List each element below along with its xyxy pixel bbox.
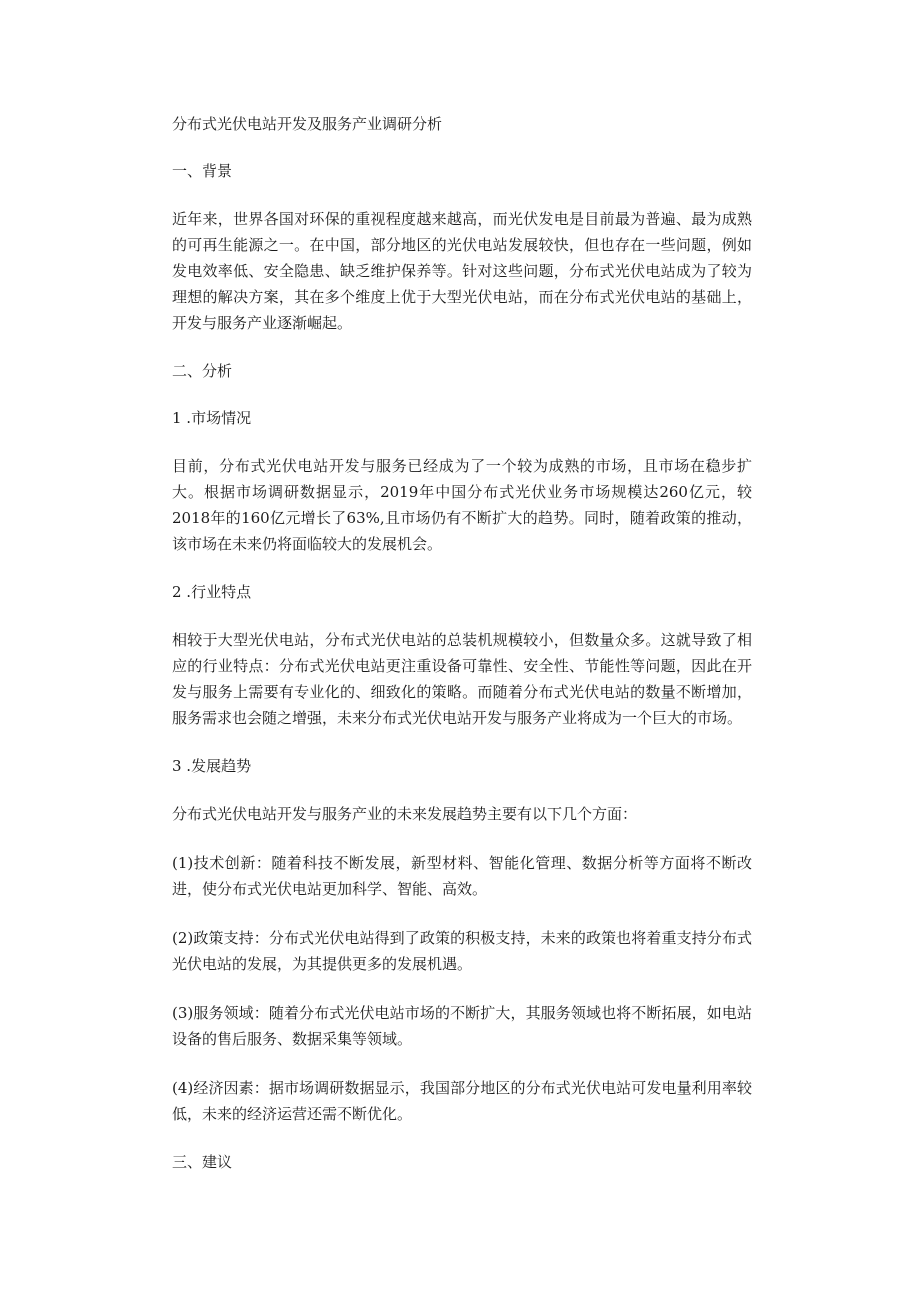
document-page xyxy=(172,112,752,1197)
trends-intro: 分布式光伏电站开发与服务产业的未来发展趋势主要有以下几个方面： xyxy=(172,805,638,823)
document-title: 分布式光伏电站开发及服务产业调研分析 xyxy=(172,115,443,133)
market-paragraph: 目前，分布式光伏电站开发与服务已经成为了一个较为成熟的市场，且市场在稳步扩大。根据市场调研数据显示，2019年中国分布式光伏业务市场规模达260亿元，较2018年的160亿元增长了63%,且市场仍有不断扩大的趋势。同时，随着政策的推动，该市场在未来仍将面临较大的发展机会。 xyxy=(172,457,752,553)
section-heading-background: 一、背景 xyxy=(172,162,233,180)
section-heading-suggestions: 三、建议 xyxy=(172,1153,233,1171)
trend-item-economy: (4)经济因素：据市场调研数据显示，我国部分地区的分布式光伏电站可发电量利用率较低，未来的经济运营还需不断优化。 xyxy=(172,1079,752,1123)
subheading-market: 1 .市场情况 xyxy=(172,409,252,427)
background-paragraph: 近年来，世界各国对环保的重视程度越来越高，而光伏发电是目前最为普遍、最为成熟的可再生能源之一。在中国，部分地区的光伏电站发展较快，但也存在一些问题，例如发电效率低、安全隐患、缺乏维护保养等。针对这些问题，分布式光伏电站成为了较为理想的解决方案，其在多个维度上优于大型光伏电站，而在分布式光伏电站的基础上，开发与服务产业逐渐崛起。 xyxy=(172,210,752,332)
subheading-trends: 3 .发展趋势 xyxy=(172,757,252,775)
trend-item-technology: (1)技术创新：随着科技不断发展，新型材料、智能化管理、数据分析等方面将不断改进，使分布式光伏电站更加科学、智能、高效。 xyxy=(172,854,752,898)
industry-paragraph: 相较于大型光伏电站，分布式光伏电站的总装机规模较小，但数量众多。这就导致了相应的行业特点：分布式光伏电站更注重设备可靠性、安全性、节能性等问题，因此在开发与服务上需要有专业化的、细致化的策略。而随着分布式光伏电站的数量不断增加，服务需求也会随之增强，未来分布式光伏电站开发与服务产业将成为一个巨大的市场。 xyxy=(172,631,752,727)
subheading-industry: 2 .行业特点 xyxy=(172,583,252,601)
trend-item-service: (3)服务领域：随着分布式光伏电站市场的不断扩大，其服务领域也将不断拓展，如电站设备的售后服务、数据采集等领域。 xyxy=(172,1004,752,1048)
section-heading-analysis: 二、分析 xyxy=(172,362,233,380)
trend-item-policy: (2)政策支持：分布式光伏电站得到了政策的积极支持，未来的政策也将着重支持分布式光伏电站的发展，为其提供更多的发展机遇。 xyxy=(172,929,752,973)
